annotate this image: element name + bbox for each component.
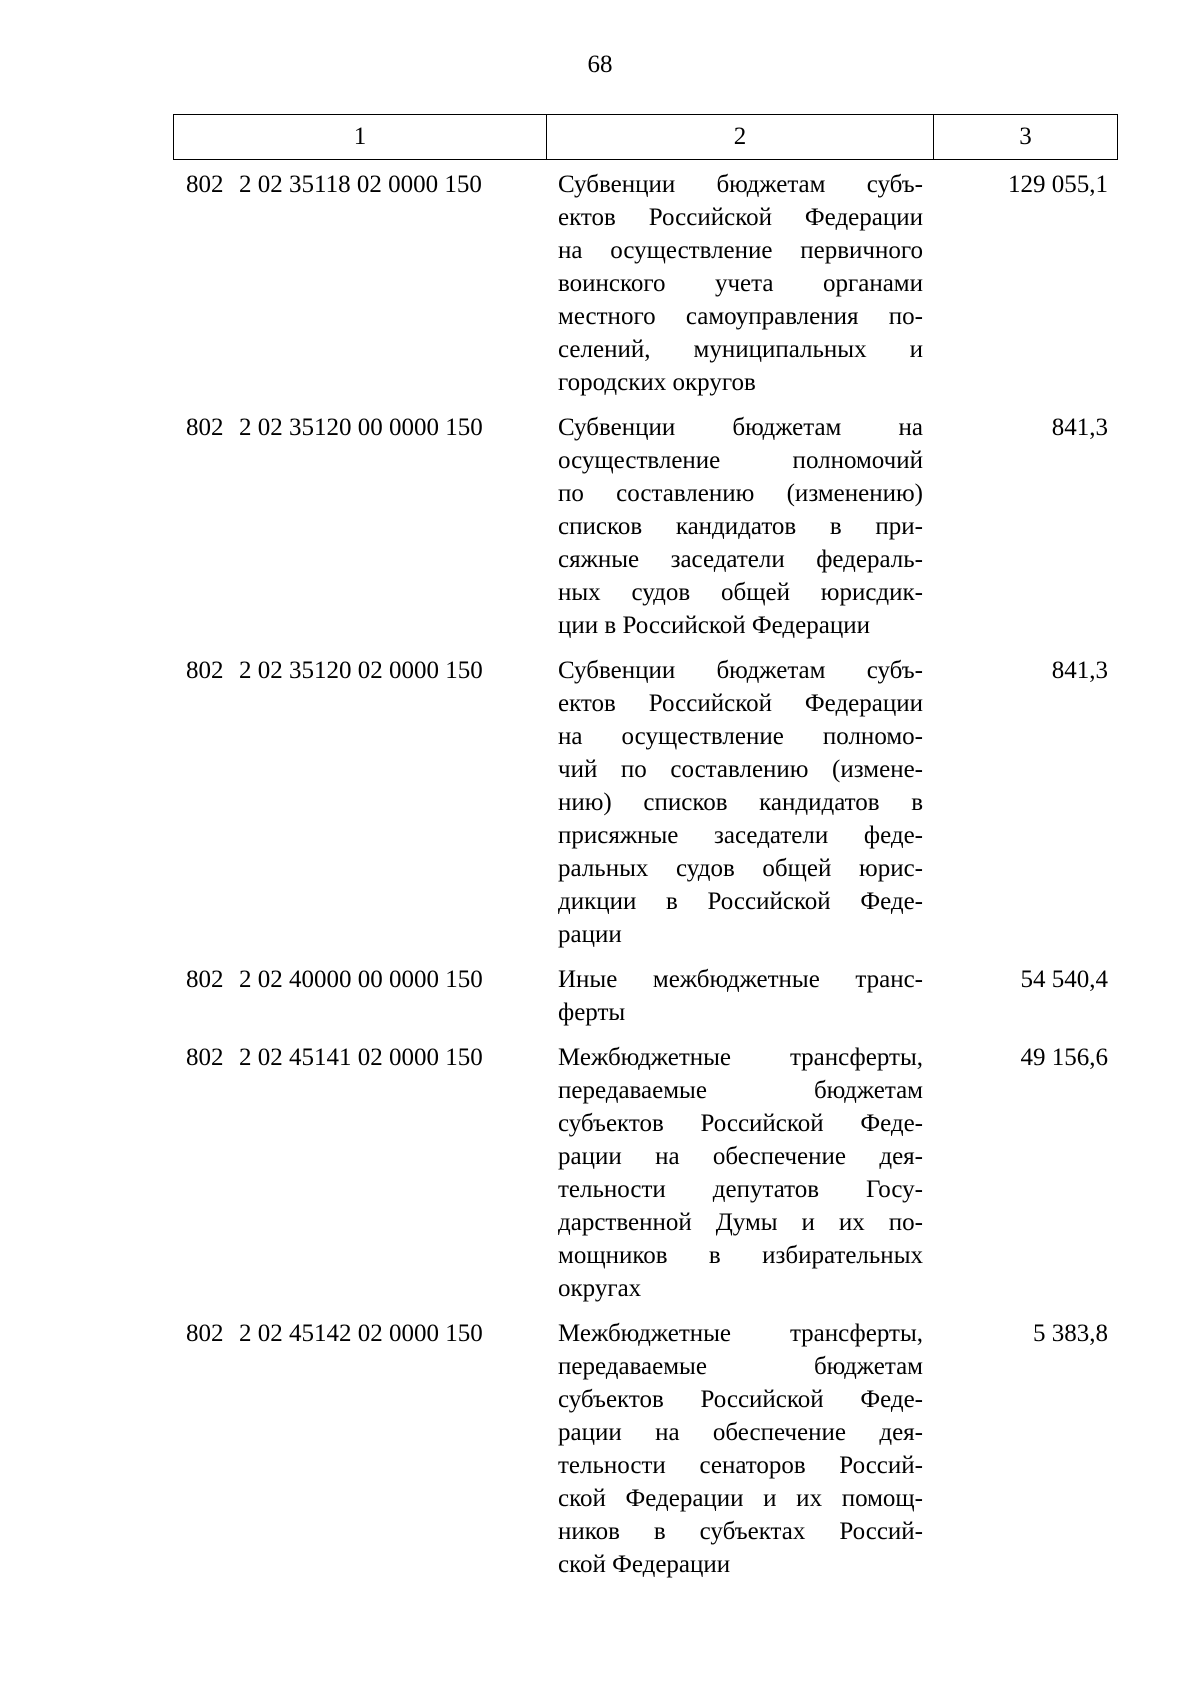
description-line: воинского учета органами bbox=[558, 270, 923, 297]
description-line: субъектов Российской Феде- bbox=[558, 1386, 923, 1413]
description-line: передаваемые бюджетам bbox=[558, 1077, 923, 1104]
description-line: ников в субъектах Россий- bbox=[558, 1518, 923, 1545]
description-line: нию) списков кандидатов в bbox=[558, 789, 923, 816]
income-description bbox=[546, 168, 933, 399]
amount: 49 156,6 bbox=[1020, 1044, 1108, 1071]
page-number: 68 bbox=[587, 51, 613, 78]
description-line: округах bbox=[558, 1275, 642, 1302]
budget-classification-code: 2 02 35118 02 0000 150 bbox=[239, 171, 482, 198]
admin-code: 802 bbox=[186, 171, 224, 198]
table-row bbox=[173, 963, 1118, 1029]
amount: 841,3 bbox=[1051, 657, 1108, 684]
budget-classification-code: 2 02 35120 02 0000 150 bbox=[239, 657, 483, 684]
description-line: ферты bbox=[558, 999, 626, 1026]
description-line: субъектов Российской Феде- bbox=[558, 1110, 923, 1137]
description-line: тельности депутатов Госу- bbox=[558, 1176, 923, 1203]
admin-code: 802 bbox=[186, 966, 224, 993]
description-line: Межбюджетные трансферты, bbox=[558, 1320, 923, 1347]
description-line: сяжные заседатели федераль- bbox=[558, 546, 923, 573]
table-row bbox=[173, 1041, 1118, 1305]
admin-code: 802 bbox=[186, 657, 224, 684]
table-header bbox=[173, 114, 1118, 160]
table-row bbox=[173, 654, 1118, 951]
description-line: дикции в Российской Феде- bbox=[558, 888, 923, 915]
header-col-1: 1 bbox=[174, 115, 547, 159]
description-line: присяжные заседатели феде- bbox=[558, 822, 923, 849]
description-line: Субвенции бюджетам субъ- bbox=[558, 171, 923, 198]
description-line: ской Федерации и их помощ- bbox=[558, 1485, 923, 1512]
description-line: передаваемые бюджетам bbox=[558, 1353, 923, 1380]
description-line: ской Федерации bbox=[558, 1551, 731, 1578]
amount: 841,3 bbox=[1051, 414, 1108, 441]
amount: 129 055,1 bbox=[1008, 171, 1108, 198]
amount: 54 540,4 bbox=[1020, 966, 1108, 993]
description-line: осуществление полномочий bbox=[558, 447, 923, 474]
description-line: Межбюджетные трансферты, bbox=[558, 1044, 923, 1071]
income-description bbox=[546, 1317, 933, 1581]
description-line: ции в Российской Федерации bbox=[558, 612, 870, 639]
income-description bbox=[546, 411, 933, 642]
description-line: дарственной Думы и их по- bbox=[558, 1209, 923, 1236]
description-line: мощников в избирательных bbox=[558, 1242, 923, 1269]
table-row bbox=[173, 1317, 1118, 1581]
description-line: Субвенции бюджетам субъ- bbox=[558, 657, 923, 684]
description-line: на осуществление полномо- bbox=[558, 723, 923, 750]
description-line: на осуществление первичного bbox=[558, 237, 923, 264]
admin-code: 802 bbox=[186, 414, 224, 441]
income-description bbox=[546, 963, 933, 1029]
header-col-3: 3 bbox=[1019, 123, 1032, 150]
description-line: чий по составлению (измене- bbox=[558, 756, 923, 783]
amount: 5 383,8 bbox=[1033, 1320, 1108, 1347]
description-line: ральных судов общей юрис- bbox=[558, 855, 923, 882]
admin-code: 802 bbox=[186, 1044, 224, 1071]
budget-classification-code: 2 02 45141 02 0000 150 bbox=[239, 1044, 483, 1071]
description-line: тельности сенаторов Россий- bbox=[558, 1452, 923, 1479]
table-row bbox=[173, 411, 1118, 642]
description-line: Субвенции бюджетам на bbox=[558, 414, 923, 441]
table-row bbox=[173, 168, 1118, 399]
description-line: селений, муниципальных и bbox=[558, 336, 923, 363]
budget-classification-code: 2 02 45142 02 0000 150 bbox=[239, 1320, 483, 1347]
table-body bbox=[173, 168, 1118, 1593]
description-line: рации на обеспечение дея- bbox=[558, 1419, 923, 1446]
budget-classification-code: 2 02 35120 00 0000 150 bbox=[239, 414, 483, 441]
income-description bbox=[546, 654, 933, 951]
header-col-2: 2 bbox=[547, 115, 934, 159]
description-line: Иные межбюджетные транс- bbox=[558, 966, 923, 993]
description-line: ектов Российской Федерации bbox=[558, 690, 923, 717]
description-line: рации на обеспечение дея- bbox=[558, 1143, 923, 1170]
admin-code: 802 bbox=[186, 1320, 224, 1347]
budget-classification-code: 2 02 40000 00 0000 150 bbox=[239, 966, 483, 993]
description-line: ных судов общей юрисдик- bbox=[558, 579, 923, 606]
description-line: рации bbox=[558, 921, 622, 948]
description-line: ектов Российской Федерации bbox=[558, 204, 923, 231]
description-line: по составлению (изменению) bbox=[558, 480, 923, 507]
description-line: местного самоуправления по- bbox=[558, 303, 923, 330]
description-line: городских округов bbox=[558, 369, 756, 396]
income-description bbox=[546, 1041, 933, 1305]
description-line: списков кандидатов в при- bbox=[558, 513, 923, 540]
